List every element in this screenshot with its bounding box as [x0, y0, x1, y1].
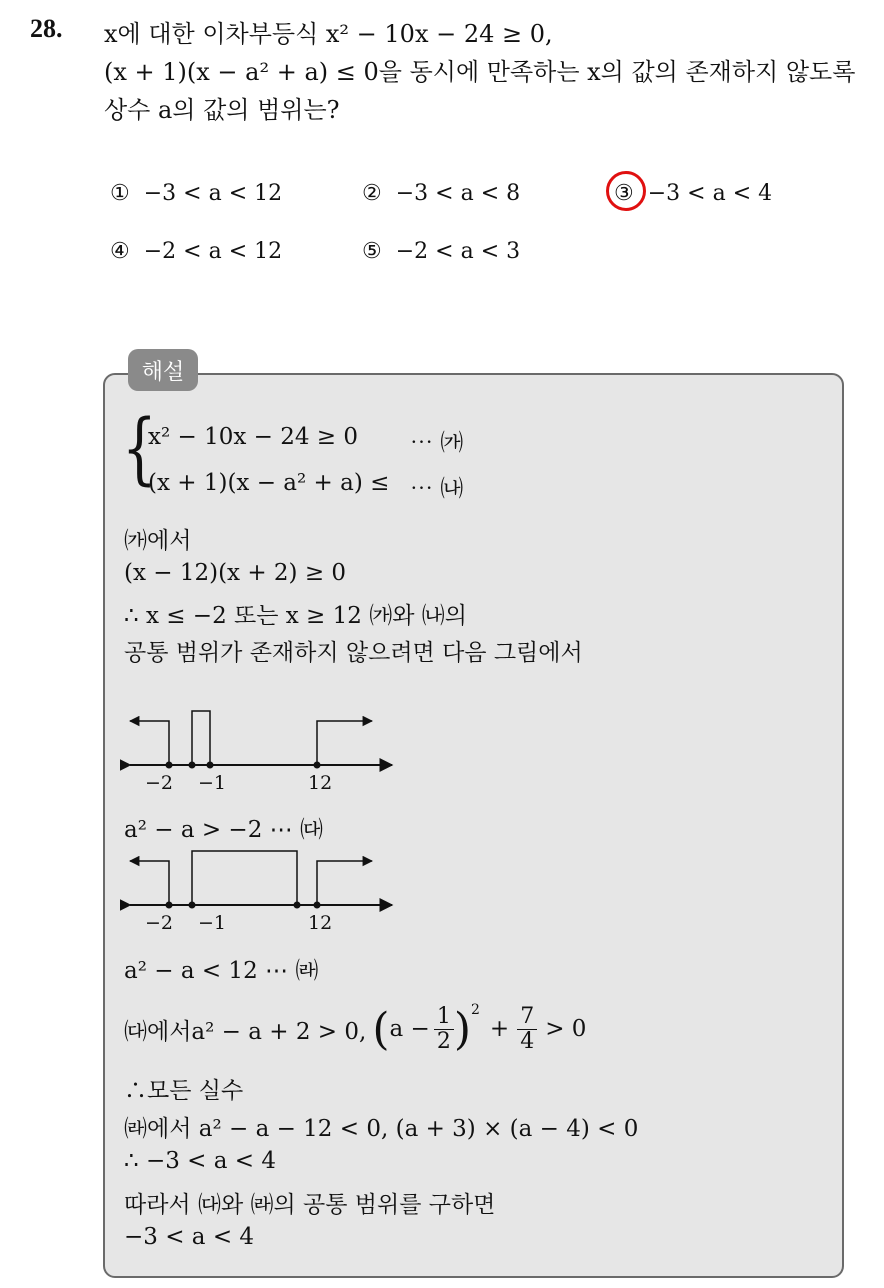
system-brace: { — [122, 404, 157, 494]
choice-5[interactable] — [362, 239, 520, 264]
solution-line: ∴ −3 < a < 4 — [124, 1148, 276, 1174]
choice-text: −2 < a < 3 — [395, 239, 521, 264]
question-number: 28. — [30, 14, 63, 43]
tick-label: −2 — [145, 772, 174, 794]
plus-sign: + — [489, 1016, 510, 1042]
denominator: 2 — [436, 1028, 451, 1054]
question-line-2: (x + 1)(x − a² + a) ≤ 0을 동시에 만족하는 x의 값의 존재하지 않도록 — [104, 58, 856, 86]
choice-marker: ④ — [110, 239, 130, 264]
solution-line: a² − a < 12 ⋯ ㈑ — [124, 958, 319, 984]
exponent: 2 — [470, 1002, 480, 1018]
choice-marker: ② — [362, 181, 382, 206]
system-eq-2: (x + 1)(x − a² + a) ≤ — [148, 470, 390, 496]
solution-line: ∴ x ≤ −2 또는 x ≥ 12 ㈎와 ㈏의 — [124, 603, 467, 629]
tick-label: −2 — [145, 912, 174, 934]
choice-marker: ③ — [614, 181, 634, 206]
solution-tag: 해설 — [128, 349, 198, 391]
solution-line: ㈎에서 — [124, 528, 192, 554]
system-eq-2-label: ⋯ ㈏ — [410, 476, 464, 502]
choice-text: −3 < a < 12 — [143, 181, 283, 206]
tick-label: 12 — [308, 912, 333, 934]
inequality-end: > 0 — [545, 1016, 587, 1042]
choice-4[interactable] — [110, 239, 282, 264]
solution-line: ∴모든 실수 — [124, 1078, 244, 1104]
choice-marker: ① — [110, 181, 130, 206]
tick-label: 12 — [308, 772, 333, 794]
solution-line: 따라서 ㈐와 ㈑의 공통 범위를 구하면 — [124, 1192, 496, 1218]
question-line-3: 상수 a의 값의 범위는? — [104, 96, 340, 124]
solution-line: (x − 12)(x + 2) ≥ 0 — [124, 560, 347, 586]
paren-close: ) — [453, 1003, 471, 1055]
line-prefix: ㈐에서a² − a + 2 > 0, — [124, 1018, 367, 1045]
system-eq-1: x² − 10x − 24 ≥ 0 — [148, 424, 359, 450]
choice-2[interactable] — [362, 181, 520, 206]
denominator: 4 — [520, 1028, 535, 1054]
expr-a: a − — [389, 1016, 430, 1042]
solution-line: 공통 범위가 존재하지 않으려면 다음 그림에서 — [124, 640, 583, 666]
choice-text: −3 < a < 4 — [647, 181, 773, 206]
tick-label: −1 — [198, 772, 227, 794]
solution-line: a² − a > −2 ⋯ ㈐ — [124, 817, 323, 843]
numerator: 1 — [434, 1005, 454, 1029]
choice-1[interactable] — [110, 181, 282, 206]
choice-text: −2 < a < 12 — [143, 239, 283, 264]
numerator: 7 — [517, 1005, 537, 1029]
fraction-seven-fourths — [517, 1005, 537, 1052]
choice-marker: ⑤ — [362, 239, 382, 264]
solution-line: ㈑에서 a² − a − 12 < 0, (a + 3) × (a − 4) < 0 — [124, 1116, 639, 1142]
tick-label: −1 — [198, 912, 227, 934]
system-eq-1-label: ⋯ ㈎ — [410, 430, 464, 456]
number-line-figure-1 — [120, 705, 400, 795]
fraction-one-half — [434, 1005, 454, 1052]
paren-open: ( — [372, 1003, 390, 1055]
answer-circle-mark — [606, 171, 646, 211]
choice-text: −3 < a < 8 — [395, 181, 521, 206]
solution-line-fraction — [124, 994, 586, 1064]
number-line-figure-2 — [120, 845, 400, 935]
solution-line: −3 < a < 4 — [124, 1224, 255, 1250]
question-line-1: x에 대한 이차부등식 x² − 10x − 24 ≥ 0, — [104, 20, 553, 48]
